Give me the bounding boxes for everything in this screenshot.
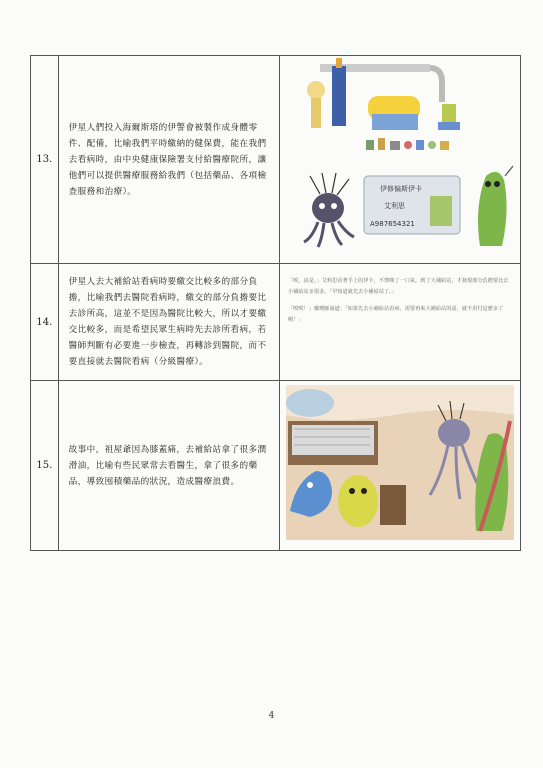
row-number: 13. [31,56,59,264]
table-row [31,56,521,264]
illustration-15-drawing [280,381,520,546]
story-paragraph: 「唉，真是。」艾莉思看著手上的伊卡，不禁嘆了一口氣。到了大補給站，才發現部分負擔要比去小補給站多很多。「早知道就先去小補給站了。」 [287,277,509,295]
yellow-alien [338,475,378,527]
tower [332,66,346,126]
card-name: 艾利思 [383,202,405,210]
row-text: 伊星人去大補給站看病時要繳交比較多的部分負擔，比喻我們去醫院看病時，繳交的部分負擔要比去診所高，這並不是因為醫院比較大，所以才要繳交比較多，而是希望民眾生病時先去診所看病，若醫師判斷有必要進一步檢查，再轉診到醫院，而不要直接就去醫院看病（分級醫療）。 [58,264,279,381]
card-title: 伊修偏斯伊卡 [379,185,422,193]
row-number: 15. [31,381,59,551]
box [380,485,406,525]
row-text: 故事中，祖屋爺因為膝蓋痛，去補給站拿了很多潤滑油，比喻有些民眾常去看醫生，拿了很多的藥品，導致囤積藥品的狀況，造成醫療浪費。 [58,381,279,551]
illustration-13-drawing [280,56,520,259]
table-row [31,381,521,551]
row-number: 14. [31,264,59,381]
page-number: 4 [268,711,275,721]
tall-alien-head [307,81,325,99]
window [286,389,334,417]
story-excerpt-14 [279,264,520,381]
story-excerpt-text [280,270,520,375]
story-paragraph: 「唉唉！」藥劑師說道：「如果先去小補給站看病，需要再來大補給站的話，就不用付這麼多了喔！」 [287,305,504,323]
illustration-15 [279,381,520,551]
health-card [364,176,460,234]
row-text: 伊星人們投入海爾斯塔的伊警會被製作成身體零件、配備，比喻我們平時繳納的健保費，能在我們去看病時，由中央健康保險署支付給醫療院所，讓他們可以提供醫療服務給我們（包括藥品、各項檢查服務和治療）。 [58,56,279,264]
table-row [31,264,521,381]
illustration-13 [279,56,520,264]
story-table [30,55,521,551]
card-number: A987654321 [369,220,415,228]
